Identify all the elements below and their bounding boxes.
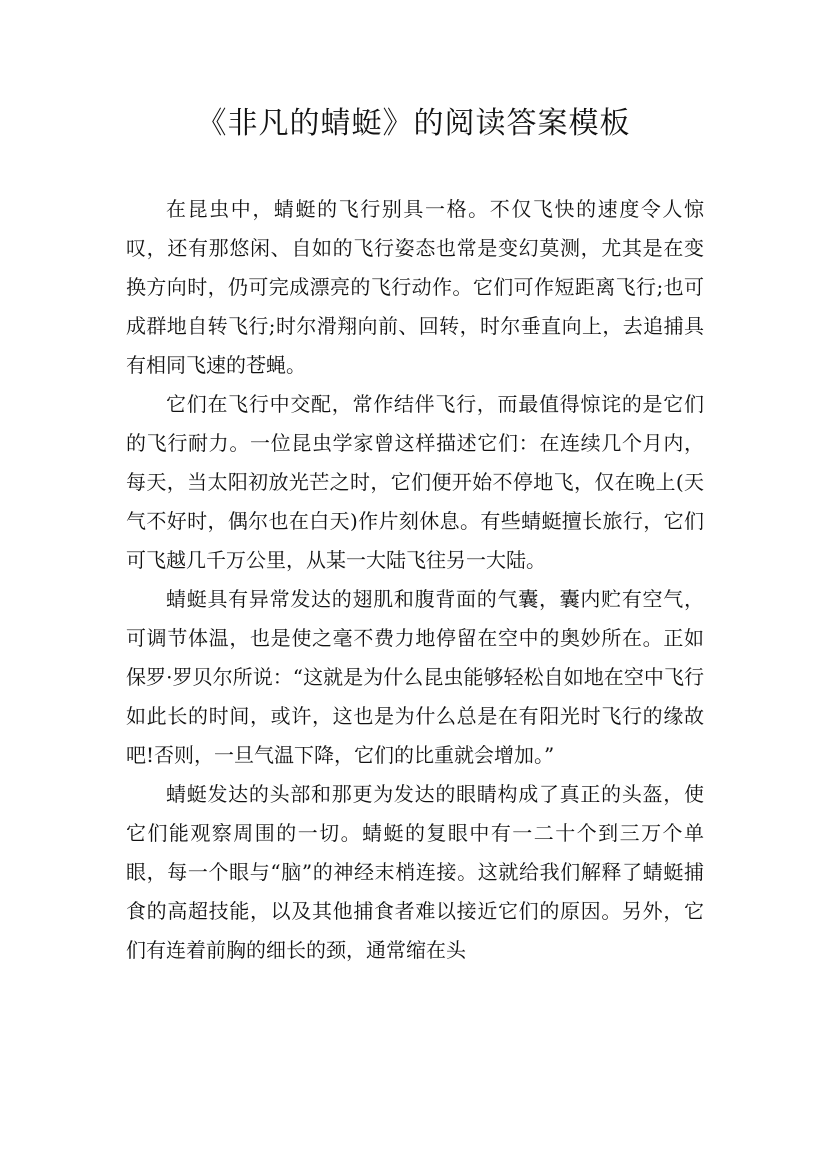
document-body bbox=[126, 190, 704, 970]
document-title: 《非凡的蜻蜓》的阅读答案模板 bbox=[196, 106, 631, 141]
paragraph-3: 蜻蜓具有异常发达的翅肌和腹背面的气囊，囊内贮有空气，可调节体温，也是使之毫不费力地停留在空中的奥妙所在。正如保罗·罗贝尔所说：“这就是为什么昆虫能够轻松自如地在空中飞行如此长的时间，或许，这也是为什么总是在有阳光时飞行的缘故吧!否则，一旦气温下降，它们的比重就会增加。” bbox=[126, 587, 704, 767]
paragraph-1: 在昆虫中，蜻蜓的飞行别具一格。不仅飞快的速度令人惊叹，还有那悠闲、自如的飞行姿态也常是变幻莫测，尤其是在变换方向时，仍可完成漂亮的飞行动作。它们可作短距离飞行;也可成群地自转飞行;时尔滑翔向前、回转，时尔垂直向上，去追捕具有相同飞速的苍蝇。 bbox=[126, 197, 704, 377]
paragraph-4: 蜻蜓发达的头部和那更为发达的眼睛构成了真正的头盔，使它们能观察周围的一切。蜻蜓的复眼中有一二十个到三万个单眼，每一个眼与“脑”的神经末梢连接。这就给我们解释了蜻蜓捕食的高超技能，以及其他捕食者难以接近它们的原因。另外，它们有连着前胸的细长的颈，通常缩在头 bbox=[126, 782, 704, 962]
paragraph-2: 它们在飞行中交配，常作结伴飞行，而最值得惊诧的是它们的飞行耐力。一位昆虫学家曾这样描述它们：在连续几个月内，每天，当太阳初放光芒之时，它们便开始不停地飞，仅在晚上(天气不好时，偶尔也在白天)作片刻休息。有些蜻蜓擅长旅行，它们可飞越几千万公里，从某一大陆飞往另一大陆。 bbox=[126, 392, 704, 572]
